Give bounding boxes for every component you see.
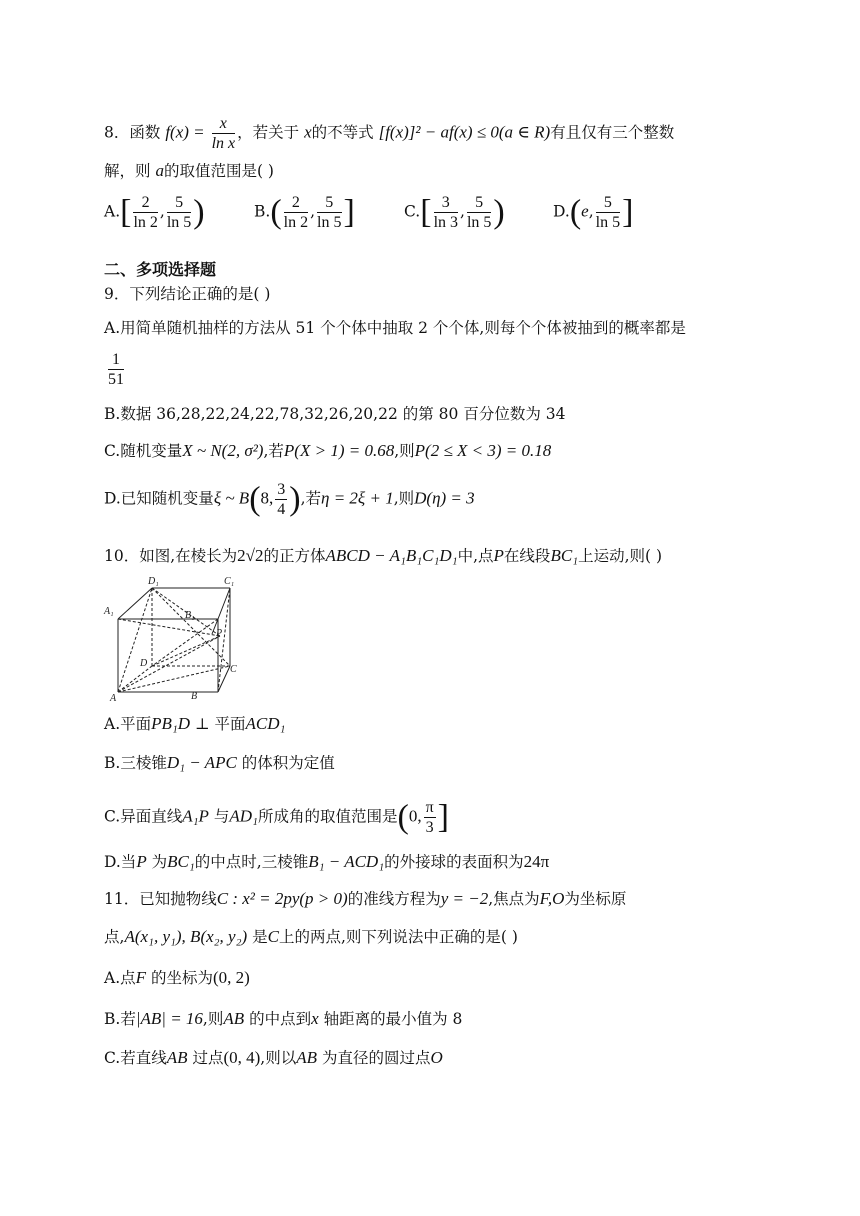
math: ACD₁	[245, 714, 286, 733]
text: B.若	[104, 1010, 136, 1028]
q8-option-d: D.(e, $\frac{5}{\ln 5}$ ]	[553, 193, 634, 231]
q8-text: 解，则	[104, 162, 151, 180]
e-symbol: e	[581, 201, 589, 221]
text: ,则	[393, 489, 415, 508]
text: 10．如图,在棱长为	[104, 547, 238, 565]
bracket: (	[270, 193, 282, 231]
text: 与	[213, 807, 230, 826]
label-b1: B₁	[185, 610, 195, 621]
frac-num: π	[425, 799, 434, 816]
q8-text: 的不等式	[311, 123, 374, 142]
text: 的外接球的表面积为	[384, 853, 524, 871]
fraction	[317, 193, 341, 232]
frac-den: ln 5	[317, 214, 342, 231]
math: (0, 2)	[212, 968, 250, 987]
q8-var: a	[155, 161, 164, 180]
q8-inequality: [f(x)]² − af(x) ≤ 0(a ∈ R)	[378, 122, 551, 142]
bracket: ]	[437, 798, 449, 836]
math: P	[493, 546, 504, 565]
text: 轴距离的最小值为 8	[323, 1010, 463, 1028]
math: AD₁	[229, 806, 258, 826]
q8-option-c: C.[ $\frac{3}{\ln 3}$ , $\frac{5}{\ln 5}$ )	[404, 193, 505, 231]
q11-option-c	[104, 1047, 443, 1069]
bracket: ]	[622, 193, 634, 231]
math: X ~ N(2, σ²)	[182, 441, 264, 460]
text: 是	[252, 928, 268, 946]
q8-text: 的取值范围是( )	[163, 162, 274, 180]
fraction	[133, 193, 157, 232]
text: 为	[151, 853, 168, 871]
label-c1: C₁	[224, 576, 235, 587]
math: ABCD − A₁B₁C₁D₁	[325, 546, 458, 565]
frac-num: 3	[434, 193, 458, 213]
text: 过点	[192, 1049, 224, 1067]
text: ,若	[263, 442, 284, 460]
frac-num: 5	[167, 193, 191, 213]
bracket: [	[120, 193, 132, 231]
q8-stem-line1	[104, 114, 674, 153]
math: AB	[296, 1048, 318, 1067]
text: 的中点到	[249, 1010, 312, 1028]
q9-option-a-fraction	[106, 350, 126, 389]
math: A(x₁, y₁), B(x₂, y₂)	[124, 927, 248, 946]
math: D₁ − APC	[166, 753, 237, 772]
q10-stem	[104, 545, 662, 567]
q10-option-d	[104, 851, 549, 873]
text: C.随机变量	[104, 442, 183, 460]
option-label: C.	[404, 202, 421, 221]
text: 所成角的取值范围是	[257, 807, 398, 826]
math: P(2 ≤ X < 3) = 0.18	[414, 441, 552, 460]
label-p: P	[216, 628, 223, 639]
fraction	[596, 193, 620, 232]
text: C.若直线	[104, 1049, 167, 1067]
text: A.平面	[104, 715, 152, 733]
text: D.已知随机变量	[104, 489, 214, 508]
text: 点,	[104, 928, 125, 946]
bracket: )	[193, 193, 205, 231]
fraction	[284, 193, 308, 232]
q8-func: f(x) =	[165, 122, 205, 142]
text: 中,点	[457, 547, 494, 565]
text: 为直径的圆过点	[321, 1049, 431, 1067]
math: AB	[166, 1048, 188, 1067]
q10-option-a	[104, 713, 285, 735]
frac-den: 51	[108, 371, 124, 388]
math: C	[267, 927, 279, 946]
frac-num: 5	[467, 193, 491, 213]
math: 24π	[523, 852, 550, 871]
q11-stem-line2	[104, 926, 518, 948]
q8-option-a: A.[ $\frac{2}{\ln 2}$ , $\frac{5}{\ln 5}$ )	[104, 193, 205, 231]
text: D.当	[104, 853, 137, 871]
math: |AB| = 16	[135, 1009, 203, 1028]
text: ,则	[202, 1010, 224, 1028]
math: y = −2	[440, 889, 489, 908]
math: 8,	[260, 488, 274, 508]
option-label: A.	[104, 202, 121, 221]
q11-option-a	[104, 967, 250, 989]
paren: )	[289, 480, 301, 518]
fraction	[108, 350, 124, 389]
text: 11．已知抛物线	[104, 890, 217, 908]
bracket: ]	[343, 193, 355, 231]
text: ,焦点为	[488, 890, 540, 908]
math: ξ ~ B	[213, 488, 250, 508]
q8-text: 有且仅有三个整数	[550, 123, 675, 142]
fraction	[275, 480, 287, 519]
math: C : x² = 2py(p > 0)	[216, 889, 348, 908]
frac-den: 4	[277, 501, 286, 518]
text: ,则	[394, 442, 415, 460]
text: A.点	[104, 969, 136, 987]
frac-num: 2	[284, 193, 308, 213]
cube-figure	[100, 574, 250, 704]
math: 2√2	[237, 546, 264, 565]
math: F,O	[539, 889, 565, 908]
q8-text: 函数	[129, 123, 161, 142]
fraction	[424, 798, 436, 837]
label-d1: D₁	[148, 576, 159, 587]
frac-den: ln 5	[166, 214, 192, 231]
math: B₁ − ACD₁	[308, 852, 385, 871]
q9-option-c	[104, 440, 551, 462]
text: 在线段	[503, 547, 551, 565]
text: 的中点时,三棱锥	[194, 853, 309, 871]
fraction	[167, 193, 191, 232]
bracket: (	[569, 193, 582, 231]
frac-den: ln 5	[466, 214, 492, 231]
math: F	[135, 968, 147, 987]
frac-num: 5	[596, 193, 620, 213]
frac-num: 2	[133, 193, 157, 213]
q9-stem: 9．下列结论正确的是( )	[104, 285, 271, 303]
q10-option-c	[104, 798, 449, 837]
q9-option-a: A.用简单随机抽样的方法从 51 个个体中抽取 2 个个体,则每个个体被抽到的概率都是	[104, 319, 686, 337]
paren: (	[397, 798, 409, 836]
label-a: A	[110, 693, 117, 704]
q8-fraction	[212, 114, 236, 153]
math: 0,	[408, 806, 422, 826]
bracket: )	[493, 193, 505, 231]
q9-option-b: B.数据 36,28,22,24,22,78,32,26,20,22 的第 80 百分位数为 34	[104, 405, 566, 423]
math: AB	[223, 1009, 245, 1028]
math: D(η) = 3	[414, 488, 475, 508]
frac-den: 3	[425, 819, 434, 836]
fraction	[434, 193, 458, 232]
q9-option-d	[104, 480, 475, 519]
frac-den: ln 5	[595, 214, 621, 231]
text: ,若	[300, 489, 322, 508]
math: x	[311, 1009, 319, 1028]
q11-option-b	[104, 1008, 462, 1030]
math: P(X > 1) = 0.68	[283, 441, 395, 460]
frac-num: 3	[277, 481, 286, 498]
math: (0, 4)	[223, 1048, 261, 1067]
text: 的准线方程为	[347, 890, 441, 908]
math: P	[136, 852, 147, 871]
option-label: D.	[553, 202, 570, 221]
frac-den: ln 3	[433, 214, 459, 231]
q8-stem-line2	[104, 160, 274, 182]
frac-den: ln 2	[283, 214, 309, 231]
math: η = 2ξ + 1	[321, 488, 394, 508]
text: C.异面直线	[104, 807, 183, 826]
q8-frac-den: ln x	[211, 135, 236, 152]
option-label: B.	[254, 202, 271, 221]
text: 的坐标为	[150, 969, 213, 987]
paren: (	[249, 480, 261, 518]
math: O	[430, 1048, 443, 1067]
text: B.三棱锥	[104, 754, 167, 772]
math: BC₁	[550, 546, 579, 565]
q8-frac-num: x	[212, 114, 236, 134]
text: 上的两点,则下列说法中正确的是( )	[278, 928, 518, 946]
question-number: 8．	[104, 123, 130, 142]
text: 的体积为定值	[241, 754, 335, 772]
text: ⊥ 平面	[195, 715, 246, 733]
q8-option-b: B.( $\frac{2}{\ln 2}$ , $\frac{5}{\ln 5}$ ]	[254, 193, 355, 231]
label-c: C	[230, 664, 237, 675]
section-heading: 二、多项选择题	[104, 260, 217, 279]
math: A₁P	[182, 806, 209, 826]
text: 为坐标原	[564, 890, 627, 908]
fraction	[467, 193, 491, 232]
frac-num: 1	[108, 350, 124, 370]
text: ,则以	[260, 1049, 297, 1067]
text: 上运动,则( )	[578, 547, 663, 565]
q10-option-b	[104, 752, 335, 774]
q8-text: ，若关于	[237, 123, 300, 142]
text: 的正方体	[263, 547, 326, 565]
label-b: B	[191, 691, 198, 702]
label-d: D	[140, 658, 148, 669]
q8-var: x	[304, 122, 312, 142]
frac-den: ln 2	[133, 214, 158, 231]
math: BC₁	[167, 852, 195, 871]
frac-num: 5	[317, 193, 341, 213]
bracket: [	[420, 193, 432, 231]
label-a1: A₁	[104, 606, 114, 617]
q11-stem-line1	[104, 888, 626, 910]
math: PB₁D	[151, 714, 191, 733]
